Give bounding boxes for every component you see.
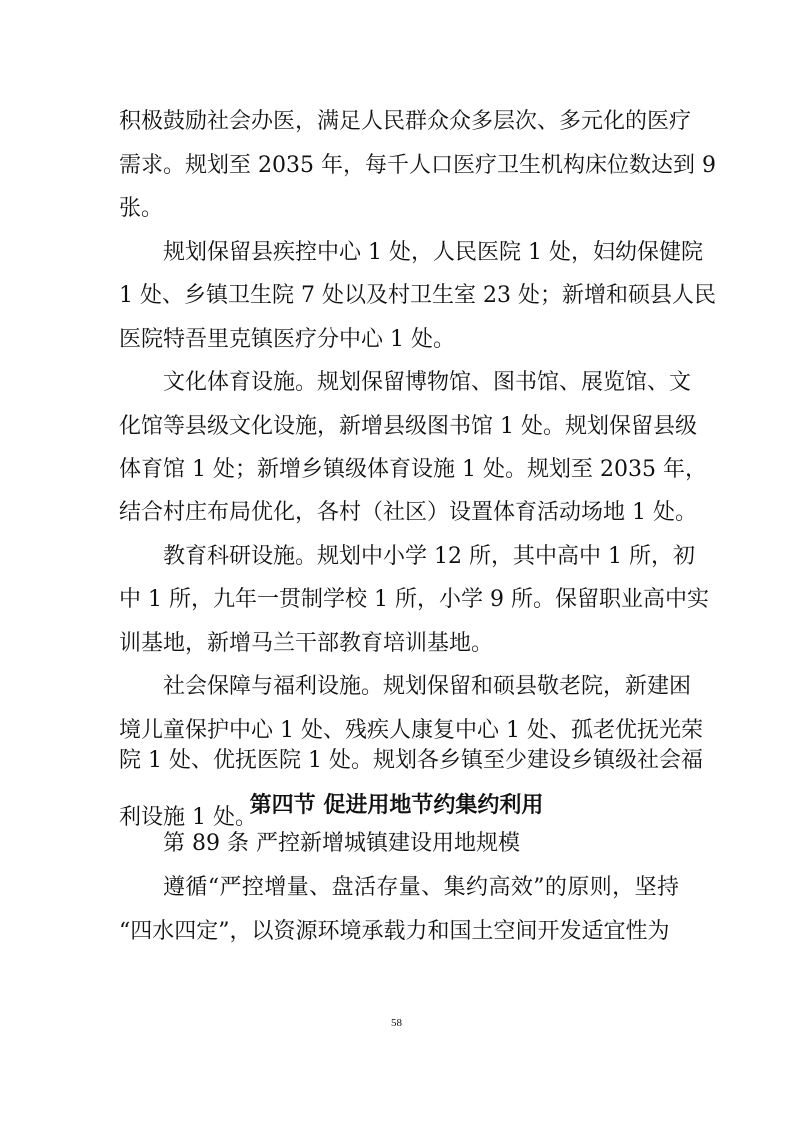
text-line: 境儿童保护中心 1 处、残疾人康复中心 1 处、孤老优抚光荣 [119, 718, 703, 743]
text-line: 张。 [119, 196, 164, 221]
text-line: 教育科研设施。规划中小学 12 所，其中高中 1 所，初 [163, 544, 695, 569]
text-line: 训基地，新增马兰干部教育培训基地。 [119, 631, 494, 656]
text-line: 医院特吾里克镇医疗分中心 1 处。 [119, 327, 455, 352]
text-line: 积极鼓励社会办医，满足人民群众众多层次、多元化的医疗 [119, 109, 692, 134]
text-line: 体育馆 1 处；新增乡镇级体育设施 1 处。规划至 2035 年， [119, 457, 707, 482]
text-line: 利设施 1 处。 [119, 805, 257, 830]
text-line: 需求。规划至 2035 年，每千人口医疗卫生机构床位数达到 9 [119, 153, 716, 178]
text-line: 文化体育设施。规划保留博物馆、图书馆、展览馆、文 [163, 370, 692, 395]
text-line: 遵循“严控增量、盘活存量、集约高效”的原则，坚持 [163, 875, 679, 900]
text-line: 结合村庄布局优化，各村（社区）设置体育活动场地 1 处。 [119, 500, 697, 525]
text-line: “四水四定”，以资源环境承载力和国土空间开发适宜性为 [119, 919, 670, 944]
text-line: 院 1 处、优抚医院 1 处。规划各乡镇至少建设乡镇级社会福 [119, 748, 703, 773]
section-heading: 第四节 促进用地节约集约利用 [249, 793, 544, 818]
text-line: 规划保留县疾控中心 1 处，人民医院 1 处，妇幼保健院 [163, 240, 703, 265]
text-line: 社会保障与福利设施。规划保留和硕县敬老院，新建困 [163, 674, 692, 699]
article-heading: 第 89 条 严控新增城镇建设用地规模 [163, 831, 520, 856]
text-line: 中 1 所，九年一贯制学校 1 所，小学 9 所。保留职业高中实 [119, 587, 709, 612]
text-line: 化馆等县级文化设施，新增县级图书馆 1 处。规划保留县级 [119, 414, 697, 439]
page-number: 58 [391, 1017, 402, 1029]
text-line: 1 处、乡镇卫生院 7 处以及村卫生室 23 处；新增和硕县人民 [119, 283, 716, 308]
